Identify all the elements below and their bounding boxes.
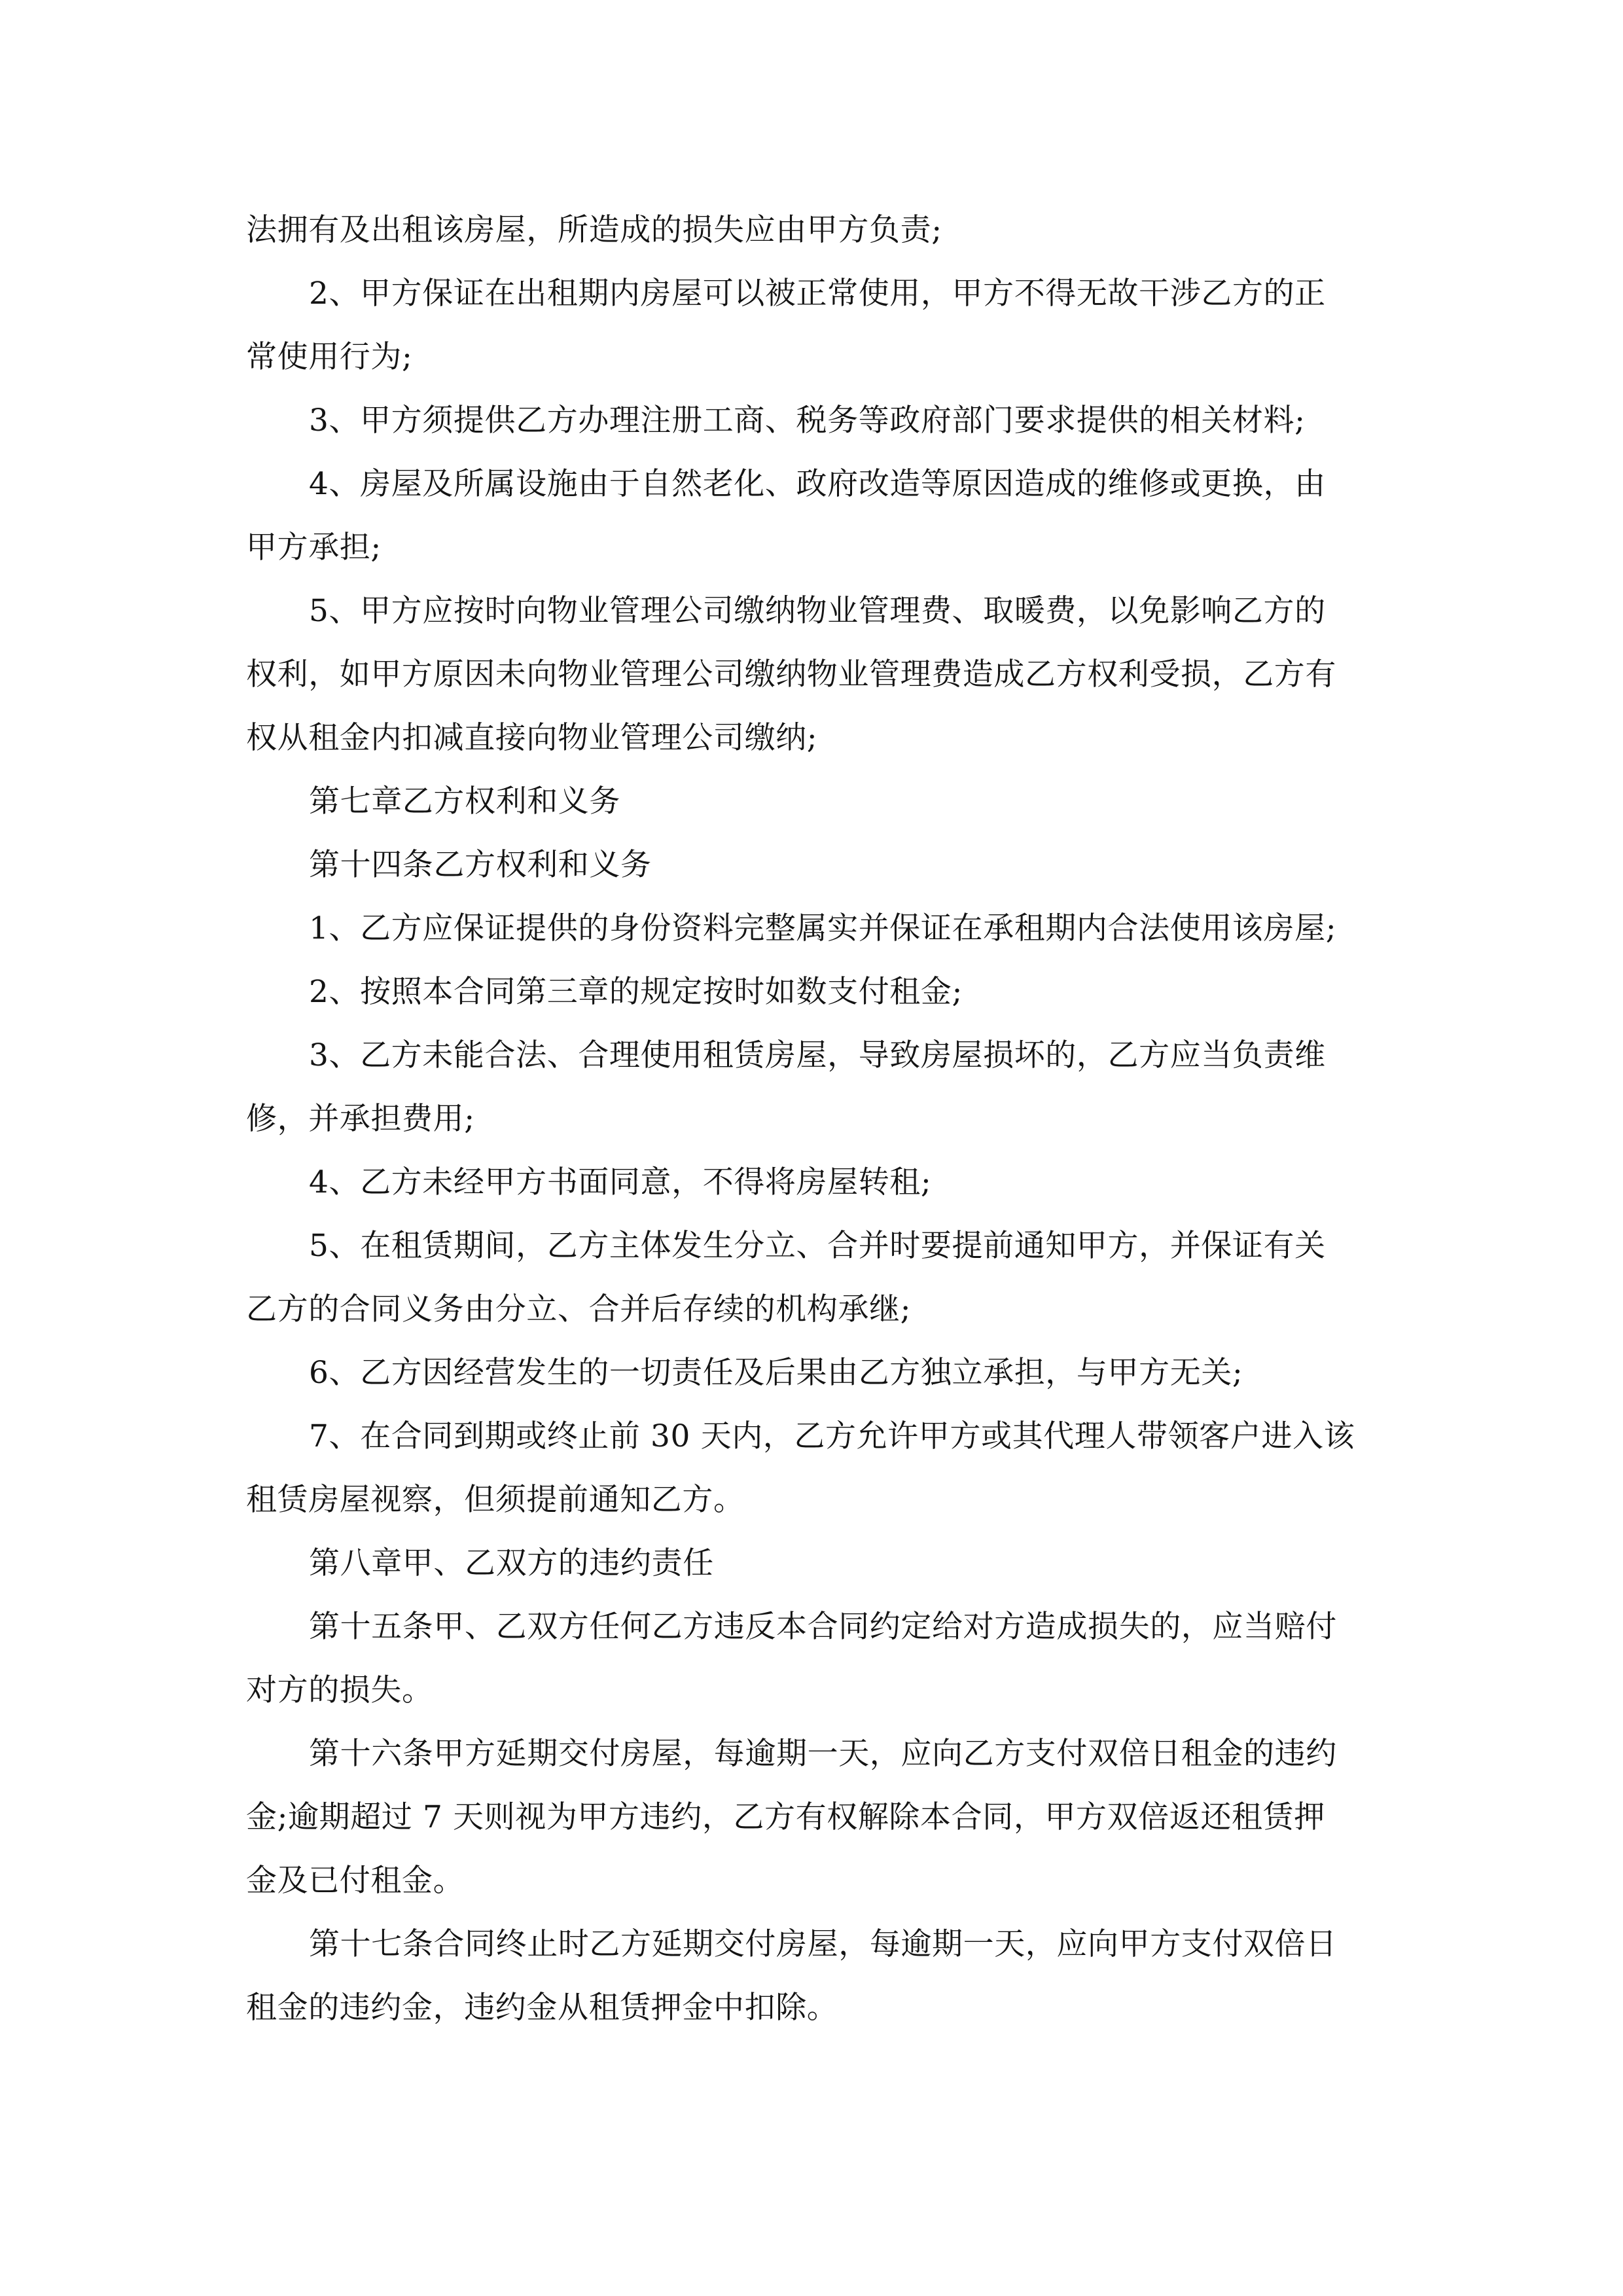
text-line: 第十七条合同终止时乙方延期交付房屋，每逾期一天，应向甲方支付双倍日	[309, 1926, 1337, 1962]
article-heading: 第十四条乙方权利和义务	[309, 847, 652, 883]
text-line: 权利，如甲方原因未向物业管理公司缴纳物业管理费造成乙方权利受损，乙方有	[246, 656, 1336, 692]
text-line: 金;逾期超过 7 天则视为甲方违约，乙方有权解除本合同，甲方双倍返还租赁押	[246, 1799, 1325, 1835]
text-line: 甲方承担;	[246, 529, 382, 565]
text-line: 5、甲方应按时向物业管理公司缴纳物业管理费、取暖费，以免影响乙方的	[309, 593, 1326, 629]
text-line: 3、乙方未能合法、合理使用租赁房屋，导致房屋损坏的，乙方应当负责维	[309, 1037, 1326, 1073]
text-line: 修，并承担费用;	[246, 1101, 475, 1137]
text-line: 法拥有及出租该房屋，所造成的损失应由甲方负责;	[246, 212, 942, 248]
text-line: 5、在租赁期间，乙方主体发生分立、合并时要提前通知甲方，并保证有关	[309, 1228, 1326, 1264]
chapter-heading: 第七章乙方权利和义务	[309, 783, 620, 819]
text-line: 2、甲方保证在出租期内房屋可以被正常使用，甲方不得无故干涉乙方的正	[309, 276, 1326, 312]
chapter-heading: 第八章甲、乙双方的违约责任	[309, 1545, 714, 1581]
text-line: 3、甲方须提供乙方办理注册工商、税务等政府部门要求提供的相关材料;	[309, 403, 1306, 439]
text-line: 乙方的合同义务由分立、合并后存续的机构承继;	[246, 1291, 912, 1327]
text-line: 1、乙方应保证提供的身份资料完整属实并保证在承租期内合法使用该房屋;	[309, 910, 1337, 946]
text-line: 2、按照本合同第三章的规定按时如数支付租金;	[309, 974, 963, 1010]
text-line: 4、乙方未经甲方书面同意，不得将房屋转租;	[309, 1164, 932, 1200]
text-line: 租赁房屋视察，但须提前通知乙方。	[246, 1482, 745, 1518]
text-line: 权从租金内扣减直接向物业管理公司缴纳;	[246, 720, 818, 756]
text-line: 第十六条甲方延期交付房屋，每逾期一天，应向乙方支付双倍日租金的违约	[309, 1736, 1337, 1772]
text-line: 租金的违约金，违约金从租赁押金中扣除。	[246, 1990, 838, 2026]
text-line: 4、房屋及所属设施由于自然老化、政府改造等原因造成的维修或更换，由	[309, 466, 1326, 502]
text-line: 第十五条甲、乙双方任何乙方违反本合同约定给对方造成损失的，应当赔付	[309, 1609, 1337, 1645]
text-line: 常使用行为;	[246, 339, 413, 375]
text-line: 7、在合同到期或终止前 30 天内，乙方允许甲方或其代理人带领客户进入该	[309, 1418, 1355, 1454]
text-line: 金及已付租金。	[246, 1863, 465, 1899]
text-line: 6、乙方因经营发生的一切责任及后果由乙方独立承担，与甲方无关;	[309, 1355, 1243, 1391]
text-line: 对方的损失。	[246, 1672, 433, 1708]
